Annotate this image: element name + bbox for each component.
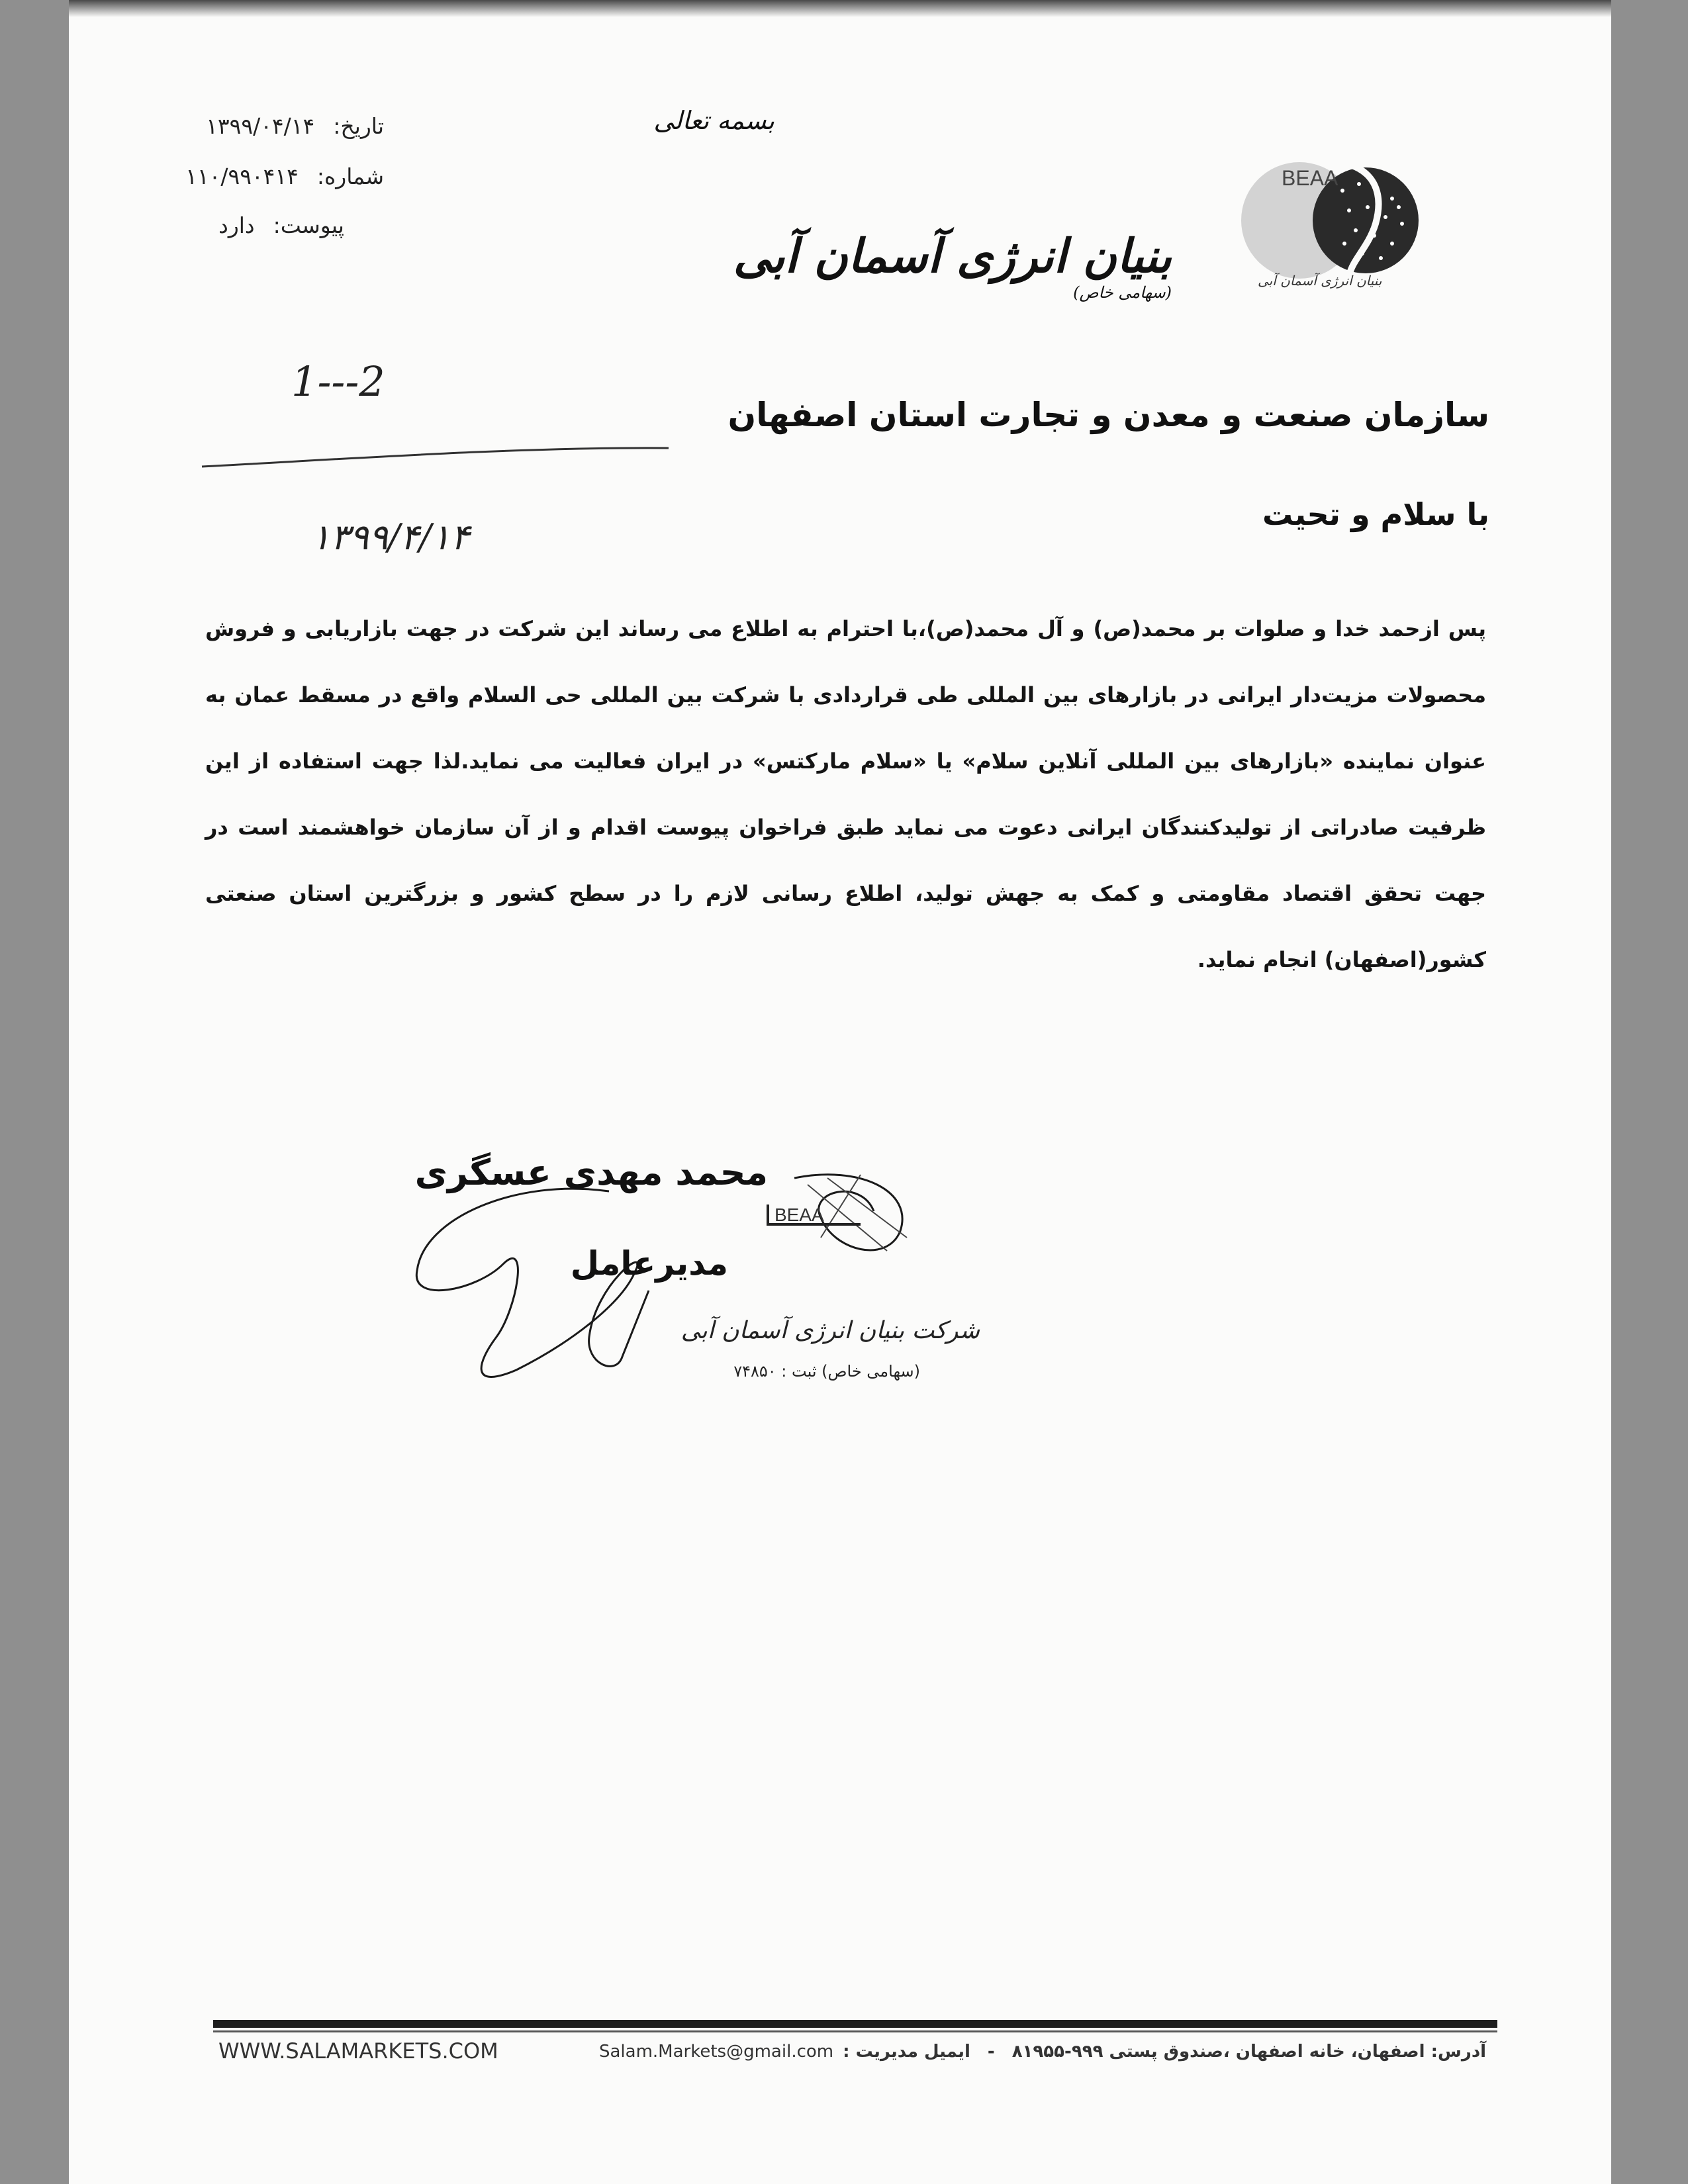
stamp-company: شرکت بنیان انرژی آسمان آبی: [680, 1317, 980, 1344]
meta-block: [159, 106, 384, 244]
signer-title: مدیرعامل: [570, 1244, 728, 1283]
meta-date-label: تاریخ:: [333, 113, 384, 139]
meta-date-value: ۱۳۹۹/۰۴/۱۴: [206, 113, 315, 139]
footer-rule: [213, 2020, 1497, 2028]
handwritten-date: ۱۳۹۹/۴/۱۴: [311, 516, 470, 558]
meta-attachment-label: پیوست:: [273, 212, 344, 238]
footer-separator: -: [987, 2042, 995, 2062]
signer-name: محمد مهدی عسگری: [414, 1152, 768, 1193]
company-heading: [733, 228, 1172, 302]
recipient: سازمان صنعت و معدن و تجارت استان اصفهان: [727, 396, 1489, 434]
footer-rule-thin: [213, 2030, 1497, 2032]
stamp-registration: (سهامی خاص) ثبت : ۷۴۸۵۰: [733, 1362, 920, 1381]
handwritten-underline: [199, 433, 675, 473]
meta-number-value: ۱۱۰/۹۹۰۴۱۴: [185, 163, 299, 189]
company-type: (سهامی خاص): [1073, 283, 1172, 302]
footer-address: آدرس: اصفهان، خانه اصفهان ،صندوق پستی ۹۹۹-۸۱۹۵۵: [1011, 2042, 1487, 2062]
handwritten-reference: 1---2: [291, 357, 385, 406]
scan-edge-shadow: [69, 0, 1611, 17]
meta-date-row: [159, 106, 384, 146]
meta-attachment-row: [159, 206, 344, 244]
meta-number-row: [159, 146, 384, 206]
greeting: با سلام و تحیت: [1262, 496, 1489, 532]
logo-caption: بنیان انرژی آسمان آبی: [1258, 273, 1382, 289]
company-name: بنیان انرژی آسمان آبی: [733, 228, 1172, 283]
footer-contact: [599, 2042, 1486, 2062]
letter-page: [69, 0, 1611, 2184]
bismillah: بسمه تعالی: [653, 106, 774, 135]
letter-body: پس ازحمد خدا و صلوات بر محمد(ص) و آل محمد(ص)،با احترام به اطلاع می رساند این شرکت در جهت بازاریابی و فروش محصولات مزیت‌دار ایرانی در بازارهای بین المللی طی قراردادی با شرکت بین المللی حی السلام واقع در مسقط عمان به عنوان نماینده «بازارهای بین المللی آنلاین سلام» یا «سلام مارکتس» در ایران فعالیت می نماید.لذا جهت استفاده از این ظرفیت صادراتی از تولیدکنندگان ایرانی دعوت می نماید طبق فراخوان پیوست اقدام و از آن سازمان خواهشمند است در جهت تحقق اقتصاد مقاومتی و کمک به جهش تولید، اطلاع رسانی لازم را در سطح کشور و بزرگترین استان صنعتی کشور(اصفهان) انجام نماید.: [205, 616, 1486, 972]
footer-website: WWW.SALAMARKETS.COM: [218, 2038, 498, 2064]
meta-number-label: شماره:: [316, 163, 384, 189]
footer-email-label: ایمیل مدیریت :: [843, 2042, 970, 2062]
stamp-logo-text: BEAA: [774, 1205, 824, 1225]
meta-attachment-value: دارد: [218, 212, 255, 238]
logo-text: BEAA: [1282, 166, 1338, 190]
footer-email: Salam.Markets@gmail.com: [599, 2042, 834, 2062]
